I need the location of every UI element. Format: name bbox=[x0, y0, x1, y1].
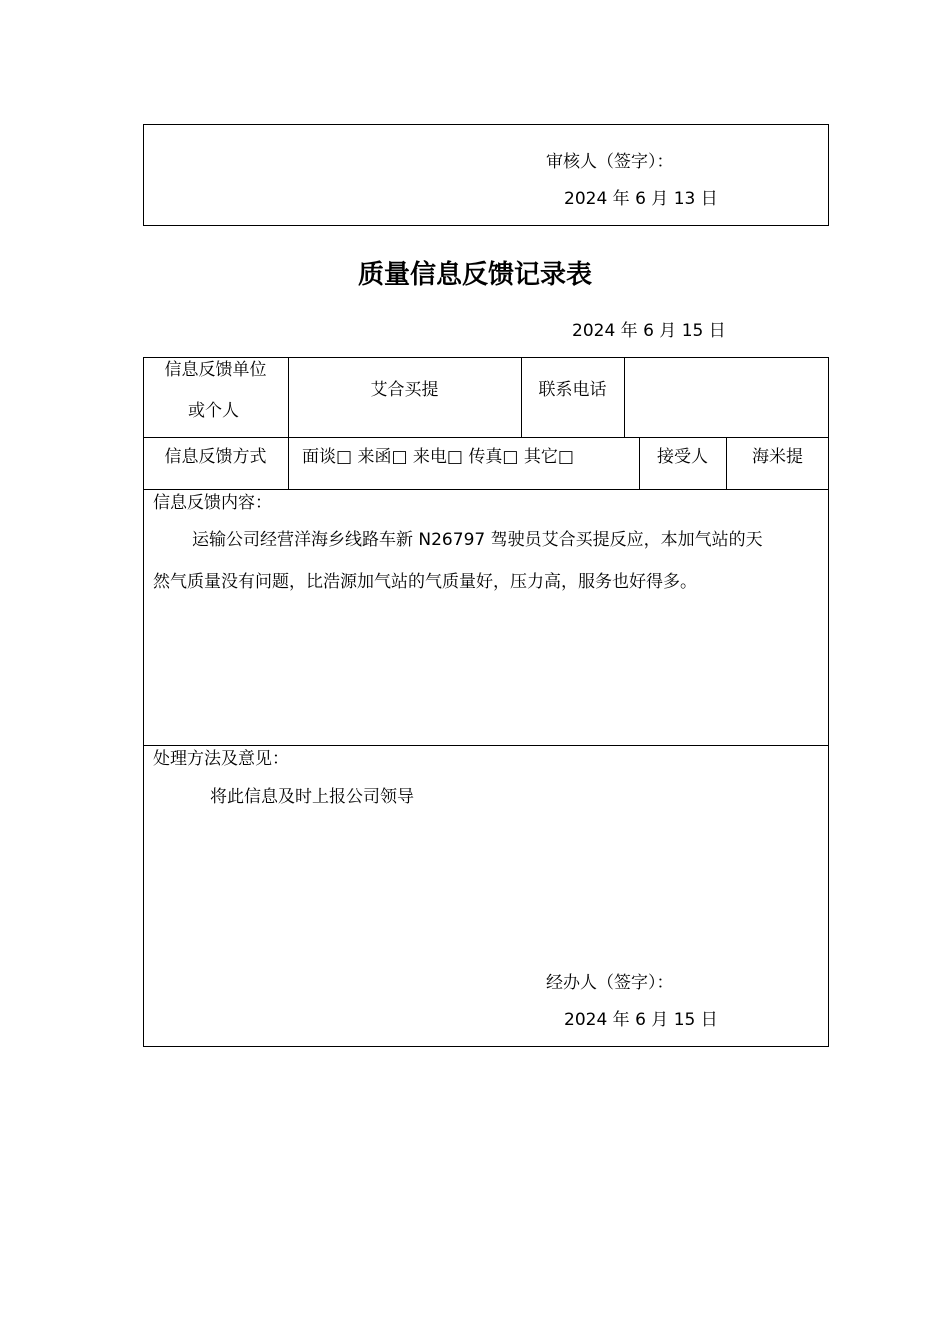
content-line-1: 运输公司经营洋海乡线路车新 N26797 驾驶员艾合买提反应，本加气站的天 bbox=[192, 530, 763, 550]
row-divider bbox=[143, 745, 829, 746]
unit-label-line1: 信息反馈单位 bbox=[164, 360, 267, 380]
content-line-2: 然气质量没有问题，比浩源加气站的气质量好，压力高，服务也好得多。 bbox=[153, 572, 697, 592]
receiver-value: 海米提 bbox=[752, 447, 803, 467]
handler-signature-label: 经办人（签字）： bbox=[546, 973, 674, 993]
phone-label: 联系电话 bbox=[538, 380, 607, 400]
method-label: 信息反馈方式 bbox=[164, 447, 267, 467]
handling-text: 将此信息及时上报公司领导 bbox=[210, 787, 414, 807]
handler-date: 2024 年 6 月 15 日 bbox=[564, 1010, 718, 1030]
reviewer-box bbox=[143, 124, 829, 226]
row-divider bbox=[143, 489, 829, 490]
col-divider bbox=[624, 357, 625, 437]
unit-value: 艾合买提 bbox=[370, 380, 439, 400]
content-label: 信息反馈内容： bbox=[153, 493, 272, 513]
reviewer-signature-label: 审核人（签字）： bbox=[546, 152, 674, 172]
receiver-label: 接受人 bbox=[657, 447, 708, 467]
reviewer-date: 2024 年 6 月 13 日 bbox=[564, 189, 718, 209]
unit-label-line2: 或个人 bbox=[188, 401, 239, 421]
col-divider bbox=[288, 357, 289, 489]
method-options: 面谈□ 来函□ 来电□ 传真□ 其它□ bbox=[302, 447, 574, 467]
record-date: 2024 年 6 月 15 日 bbox=[572, 321, 726, 341]
handling-label: 处理方法及意见： bbox=[153, 749, 289, 769]
page-title: 质量信息反馈记录表 bbox=[357, 260, 592, 290]
